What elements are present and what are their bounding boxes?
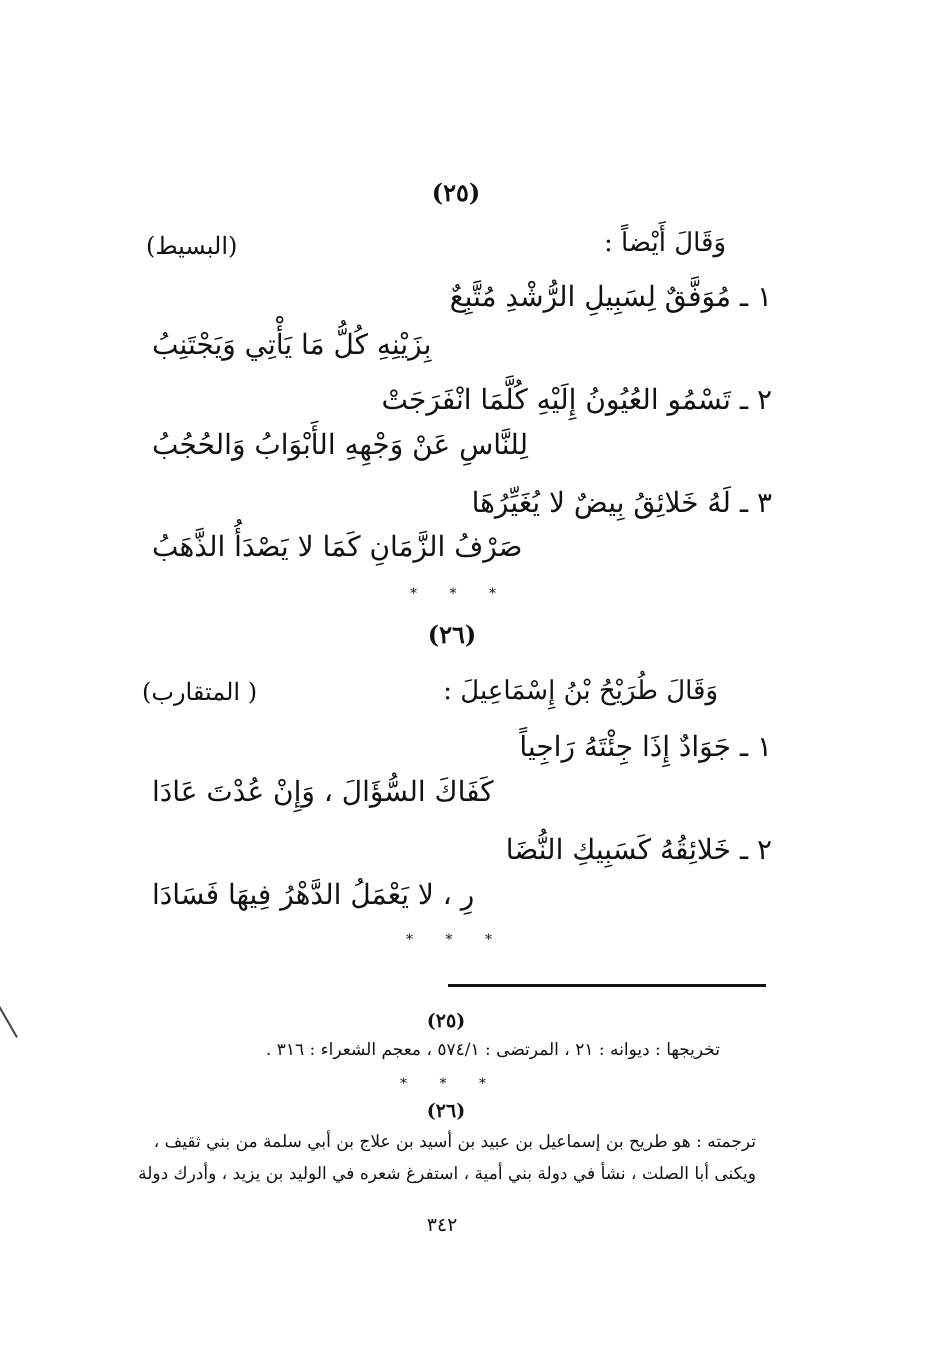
poem-25-verse-1-first: ١ ـ مُوَفَّقٌ لِسَبِيلِ الرُّشْدِ مُتَّبِعٌ <box>449 280 772 313</box>
page-number: ٣٤٢ <box>426 1214 458 1236</box>
section-separator: * * * <box>410 586 510 602</box>
poem-26-meter: ( المتقارب) <box>142 678 258 706</box>
poem-25-verse-2-second: لِلنَّاسِ عَنْ وَجْهِهِ الأَبْوَابُ وَالحُجُبُ <box>152 428 529 461</box>
poem-25-verse-2-first: ٢ ـ تَسْمُو العُيُونُ إِلَيْهِ كُلَّمَا انْفَرَجَتْ <box>381 383 772 416</box>
poem-25-verse-1-second: بِزَيْنِهِ كُلُّ مَا يَأْتِي وَيَجْتَنِبُ <box>152 328 432 361</box>
poem-26-number: (٢٦) <box>427 620 477 649</box>
footnote-rule <box>448 984 766 987</box>
section-separator: * * * <box>406 932 506 948</box>
poem-25-number: (٢٥) <box>431 178 481 207</box>
footnote-separator: * * * <box>400 1076 500 1092</box>
poem-25-meter: (البسيط) <box>146 232 238 260</box>
footnote-26-line-1: ترجمته : هو طريح بن إسماعيل بن عبيد بن أسيد بن علاج بن أبي سلمة من بني ثقيف ، <box>153 1132 756 1152</box>
poem-26-verse-2-second: رِ ، لا يَعْمَلُ الدَّهْرُ فِيهَا فَسَادَا <box>152 878 475 911</box>
footnote-26-label: (٢٦) <box>426 1100 466 1122</box>
scan-mark <box>0 1002 18 1038</box>
poem-26-verse-1-first: ١ ـ جَوَادٌ إِذَا جِئْتَهُ رَاجِياً <box>519 730 772 763</box>
poem-26-verse-2-first: ٢ ـ خَلائِقُهُ كَسَبِيكِ النُّضَا <box>505 833 772 866</box>
footnote-25-label: (٢٥) <box>426 1010 466 1032</box>
poem-25-verse-3-first: ٣ ـ لَهُ خَلائِقُ بِيضٌ لا يُغَيِّرُهَا <box>471 486 772 519</box>
footnote-25-text: تخريجها : ديوانه : ٢١ ، المرتضى : ٥٧٤/١ ، معجم الشعراء : ٣١٦ . <box>265 1040 720 1060</box>
poem-26-verse-1-second: كَفَاكَ السُّؤَالَ ، وَإِنْ عُدْتَ عَادَا <box>152 775 494 808</box>
footnote-26-line-2: ويكنى أبا الصلت ، نشأ في دولة بني أمية ، استفرغ شعره في الوليد بن يزيد ، وأدرك دولة <box>138 1164 756 1184</box>
poem-25-verse-3-second: صَرْفُ الزَّمَانِ كَمَا لا يَصْدَأُ الذَّهَبُ <box>152 530 523 563</box>
poem-26-intro: وَقَالَ طُرَيْحُ بْنُ إِسْمَاعِيلَ : <box>443 676 718 706</box>
poem-25-intro: وَقَالَ أَيْضاً : <box>603 228 726 258</box>
